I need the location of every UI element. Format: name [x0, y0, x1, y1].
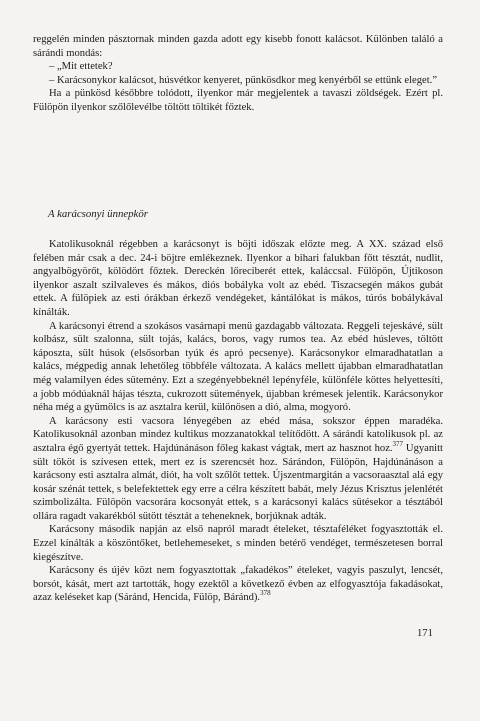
main-text-block	[33, 238, 443, 605]
paragraph-continuation: reggelén minden pásztornak minden gazda adott egy kisebb fonott kalácsot. Különben találó a sárándi mondás:	[33, 34, 443, 59]
section-title: A karácsonyi ünnepkör	[48, 208, 148, 220]
supper-text-after-footnote: Ugyanitt sült tököt is szívesen ettek, mert ez is szerencsét hoz. Sárándon, Fülöpön, Hajdúnánáson a karácsony esti asztalra almát, diót, ha volt szőlőt tettek. Újszentmargitán a vacsoraasztal alá egy kosár szénát tettek, s belefektettek egy erre a célra készített babát, mely Jézus Krisztus jelenlétét szimbolizálta. Fülöpön vacsorára kocsonyát ettek, s a karácsonyi kalács sütésekor a tésztából ollára ragadt vakarékból sütött tésztát a teheneknek, borjúknak adták.	[33, 442, 443, 522]
paragraph-forbidden-foods	[33, 564, 443, 605]
paragraph-second-day: Karácsony második napján az első napról maradt ételeket, tésztaféléket fogyasztották el. Ezzel kínálták a köszöntőket, betlehemeseket, s minden betérő vendéget, természetesen borral kiegészítve.	[33, 524, 443, 563]
top-text-block	[33, 33, 443, 115]
forbidden-foods-text: Karácsony és újév közt nem fogyasztottak „fakadékos” ételeket, vagyis paszulyt, lencsét, borsót, kását, mert azt tartották, hogy ezektől a következő évben az elfogyasztója fakadásokat, azaz keléseket kap (Sáránd, Hencida, Fülöp, Báránd).	[33, 565, 443, 604]
quote-line-answer: – Karácsonykor kalácsot, húsvétkor kenyeret, pünkösdkor meg kenyérből se ettünk eleget.”	[49, 74, 438, 86]
footnote-marker-378: 378	[260, 589, 271, 598]
paragraph-christmas-eve-supper	[33, 415, 443, 524]
supper-text-before-footnote: A karácsony esti vacsora lényegében az ebéd mása, sokszor éppen maradéka. Katolikusoknál azonban mindez kultikus mozzanatokkal telítődött. A sárándi katolikusok pl. az asztalra égő gyertyát tettek. Hajdúnánáson főleg kakast vágtak, mert az hasznot hoz.	[33, 415, 443, 454]
quote-line-question: – „Mit ettetek?	[49, 61, 113, 73]
paragraph-advent-fasting: Katolikusoknál régebben a karácsonyt is böjti időszak előzte meg. A XX. század első felében már csak a dec. 24-i böjtre emlékeznek. Ilyenkor a bihari falukban főtt tésztát, nudlit, angyalbögyörőt, kölödört főztek. Dereckén lőreciberét ettek, kaláccsal. Fülöpön, Újtikoson ilyenkor aszalt szilvaleves és mákos, diós bobályka volt az ebéd. Tiszacsegén mákos gubát ettek. A fülöpiek az esti órákban érkező vendégeket, kántálókat is mákos, túrós bobálykával kínálták.	[33, 239, 443, 318]
footnote-marker-377: 377	[392, 439, 404, 448]
paragraph-christmas-menu: A karácsonyi étrend a szokásos vasárnapi menü gazdagabb változata. Reggeli tejeskávé, sült kolbász, sült szalonna, sült tojás, kalács, boros, vagy rumos tea. Az ebéd húsleves, töltött káposzta, sült húsok (elsősorban tyúk és apró pecsenye). Karácsonykor elmaradhatatlan a kalács, mégpedig annak lehetőleg többféle változata. A kalács mellett újabban elmaradhatatlan még valamilyen édes sütemény. Ezt a szegényebbeknél lepényféle, különféle köttes helyettesíti, a jobb módúaknál hájas tészta, cukrozott sütemények, újabban krémesek jelentik. Karácsonykor néha még a gyümölcs is az asztalra kerül, különösen a dió, alma, mogyoró.	[33, 320, 443, 414]
page-number: 171	[417, 628, 433, 639]
paragraph-pentecost: Ha a pünkösd későbbre tolódott, ilyenkor már megjelentek a tavaszi zöldségek. Ezért pl. Fülöpön ilyenkor szőlőlevélbe töltött töltikét főztek.	[33, 88, 443, 113]
